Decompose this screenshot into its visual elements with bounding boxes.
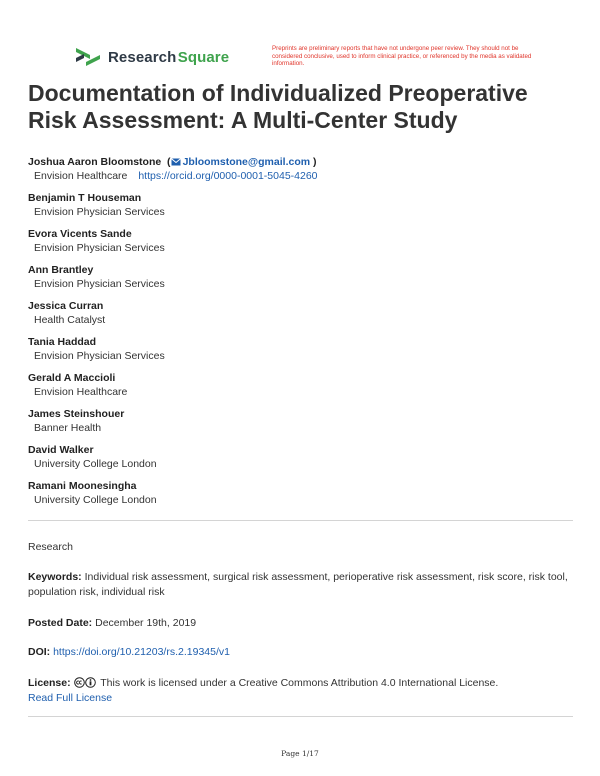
- license-label: License:: [28, 677, 71, 689]
- keywords: [28, 570, 573, 600]
- author-entry: [28, 335, 573, 371]
- author-affiliation: University College London: [34, 494, 157, 506]
- author-name: Tania Haddad: [28, 336, 97, 348]
- preprint-disclaimer: Preprints are preliminary reports that have not undergone peer review. They should not be considered conclusive, used to inform clinical practice, or referenced by the media as validated information.: [272, 45, 532, 68]
- author-entry: [28, 191, 573, 227]
- author-affiliation: University College London: [34, 458, 157, 470]
- author-entry: [28, 479, 573, 515]
- logo-word-research: Research: [108, 48, 177, 66]
- author-entry: [28, 227, 573, 263]
- posted-value: December 19th, 2019: [95, 617, 197, 629]
- author-name: Ramani Moonesingha: [28, 480, 137, 492]
- author-name: Jessica Curran: [28, 300, 104, 312]
- author-name: Joshua Aaron Bloomstone: [28, 156, 162, 168]
- author-affiliation: Envision Physician Services: [34, 278, 165, 290]
- author-name: James Steinshouer: [28, 408, 125, 420]
- logo-mark-icon: [74, 46, 102, 68]
- logo-word-square: Square: [177, 48, 230, 66]
- license: [28, 676, 573, 706]
- license-text: This work is licensed under a Creative Commons Attribution 4.0 International License.: [100, 677, 499, 689]
- posted-date: [28, 616, 573, 631]
- attribution-icon: [85, 677, 96, 688]
- research-square-logo[interactable]: [74, 46, 229, 68]
- author-entry: [28, 371, 573, 407]
- orcid-link[interactable]: https://orcid.org/0000-0001-5045-4260: [138, 170, 318, 182]
- author-affiliation: Envision Healthcare: [34, 170, 128, 182]
- author-list: [28, 155, 573, 515]
- posted-label: Posted Date:: [28, 617, 93, 629]
- read-full-license-link[interactable]: Read Full License: [28, 692, 113, 704]
- cc-badge: [74, 677, 96, 688]
- author-name: David Walker: [28, 444, 94, 456]
- author-name: Ann Brantley: [28, 264, 94, 276]
- author-name: Gerald A Maccioli: [28, 372, 116, 384]
- creative-commons-icon: [74, 677, 85, 688]
- author-entry: [28, 443, 573, 479]
- author-affiliation: Envision Physician Services: [34, 242, 165, 254]
- envelope-icon: [171, 158, 181, 166]
- author-name: Evora Vicents Sande: [28, 228, 132, 240]
- section-label: Research: [28, 541, 73, 553]
- author-entry: Joshua Aaron Bloomstone ( Jbloomstone@gmail.com ) Envision Healthcare https://orcid.org/0000-0001-5045-4260: [28, 156, 318, 182]
- email-link[interactable]: Jbloomstone@gmail.com: [171, 156, 311, 168]
- paper-title: Documentation of Individualized Preoperative Risk Assessment: A Multi-Center Study: [28, 80, 528, 133]
- author-affiliation: Envision Physician Services: [34, 206, 165, 218]
- author-entry: [28, 263, 573, 299]
- author-entry: [28, 299, 573, 335]
- keywords-label: Keywords:: [28, 571, 82, 583]
- divider: [28, 716, 573, 717]
- divider: [28, 520, 573, 521]
- author-affiliation: Health Catalyst: [34, 314, 106, 326]
- author-entry: [28, 407, 573, 443]
- author-affiliation: Banner Health: [34, 422, 102, 434]
- doi-label: DOI:: [28, 646, 51, 658]
- author-name: Benjamin T Houseman: [28, 192, 142, 204]
- page-number: Page 1/17: [281, 749, 319, 758]
- author-affiliation: Envision Healthcare: [34, 386, 128, 398]
- keywords-text: Individual risk assessment, surgical risk assessment, perioperative risk assessment, risk score, risk tool, population risk, individual risk: [28, 571, 568, 598]
- doi: [28, 645, 573, 660]
- logo-text: [108, 49, 229, 66]
- author-affiliation: Envision Physician Services: [34, 350, 165, 362]
- doi-link[interactable]: https://doi.org/10.21203/rs.2.19345/v1: [53, 646, 230, 658]
